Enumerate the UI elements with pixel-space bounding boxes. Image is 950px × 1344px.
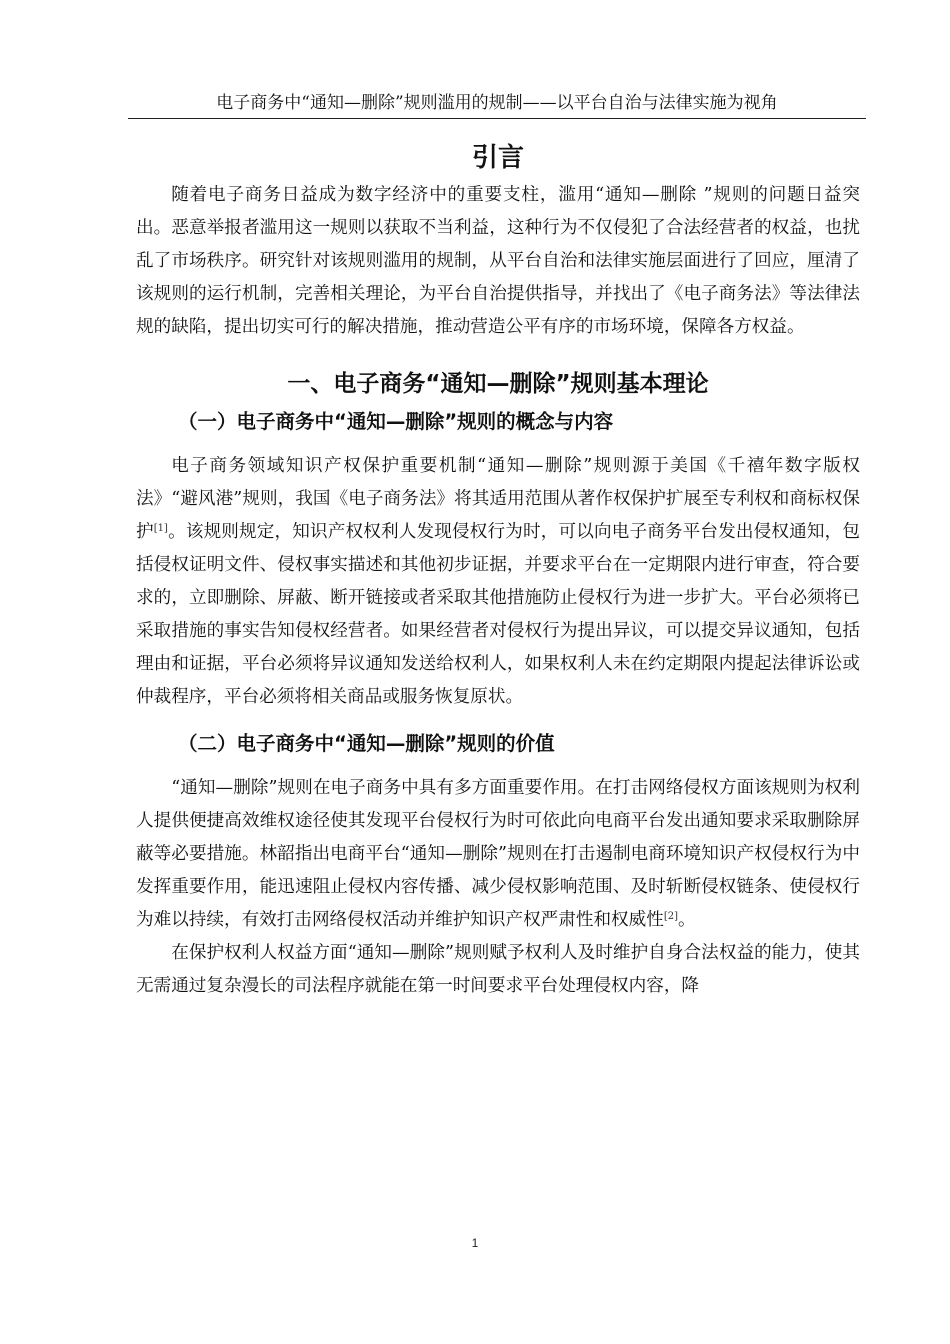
section-1-paragraph — [136, 450, 860, 714]
document-body — [136, 141, 860, 1003]
intro-paragraph: 随着电子商务日益成为数字经济中的重要支柱，滥用“通知—删除 ”规则的问题日益突出。恶意举报者滥用这一规则以获取不当利益，这种行为不仅侵犯了合法经营者的权益，也扰乱了市场秩序。研究针对该规则滥用的规制，从平台自治和法律实施层面进行了回应，厘清了该规则的运行机制，完善相关理论，为平台自治提供指导，并找出了《电子商务法》等法律法规的缺陷，提出切实可行的解决措施，推动营造公平有序的市场环境，保障各方权益。 — [136, 185, 860, 337]
section-2-heading: （二）电子商务中“通知—删除”规则的价值 — [178, 732, 555, 755]
section-1-paragraph-text-b: 。该规则规定，知识产权权利人发现侵权行为时，可以向电子商务平台发出侵权通知，包括侵权证明文件、侵权事实描述和其他初步证据，并要求平台在一定期限内进行审查，符合要求的，立即删除、屏蔽、断开链接或者采取其他措施防止侵权行为进一步扩大。平台必须将已采取措施的事实告知侵权经营者。如果经营者对侵权行为提出异议，可以提交异议通知，包括理由和证据，平台必须将异议通知发送给权利人，如果权利人未在约定期限内提起法律诉讼或仲裁程序，平台必须将相关商品或服务恢复原状。 — [136, 522, 860, 707]
intro-heading: 引言 — [471, 143, 524, 173]
page-number: 1 — [471, 1236, 479, 1250]
section-2-paragraph-1-text-a: “通知—删除”规则在电子商务中具有多方面重要作用。在打击网络侵权方面该规则为权利人提供便捷高效维权途径使其发现平台侵权行为时可依此向电商平台发出通知要求采取删除屏蔽等必要措施。林韶指出电商平台“通知—删除”规则在打击遏制电商环境知识产权侵权行为中发挥重要作用，能迅速阻止侵权内容传播、减少侵权影响范围、及时斩断侵权链条、使侵权行为难以持续，有效打击网络侵权活动并维护知识产权严肃性和权威性 — [136, 778, 860, 930]
section-2-paragraph-1 — [136, 772, 860, 937]
citation-ref-1[interactable]: [1] — [153, 523, 168, 534]
section-1-heading: （一）电子商务中“通知—删除”规则的概念与内容 — [178, 410, 614, 433]
citation-ref-2[interactable]: [2] — [663, 911, 678, 922]
section-1-paragraph-text-a: 电子商务领域知识产权保护重要机制“通知—删除”规则源于美国《千禧年数字版权法》“避风港”规则，我国《电子商务法》将其适用范围从著作权保护扩展至专利权和商标权保护 — [136, 456, 860, 542]
chapter-1-heading: 一、电子商务“通知—删除”规则基本理论 — [287, 371, 709, 397]
section-2-paragraph-2: 在保护权利人权益方面“通知—删除”规则赋予权利人及时维护自身合法权益的能力，使其无需通过复杂漫长的司法程序就能在第一时间要求平台处理侵权内容，降 — [136, 943, 860, 996]
running-header — [128, 92, 866, 119]
running-header-title: 电子商务中“通知—删除”规则滥用的规制——以平台自治与法律实施为视角 — [216, 93, 778, 113]
section-2-paragraph-1-text-b: 。 — [678, 910, 696, 930]
